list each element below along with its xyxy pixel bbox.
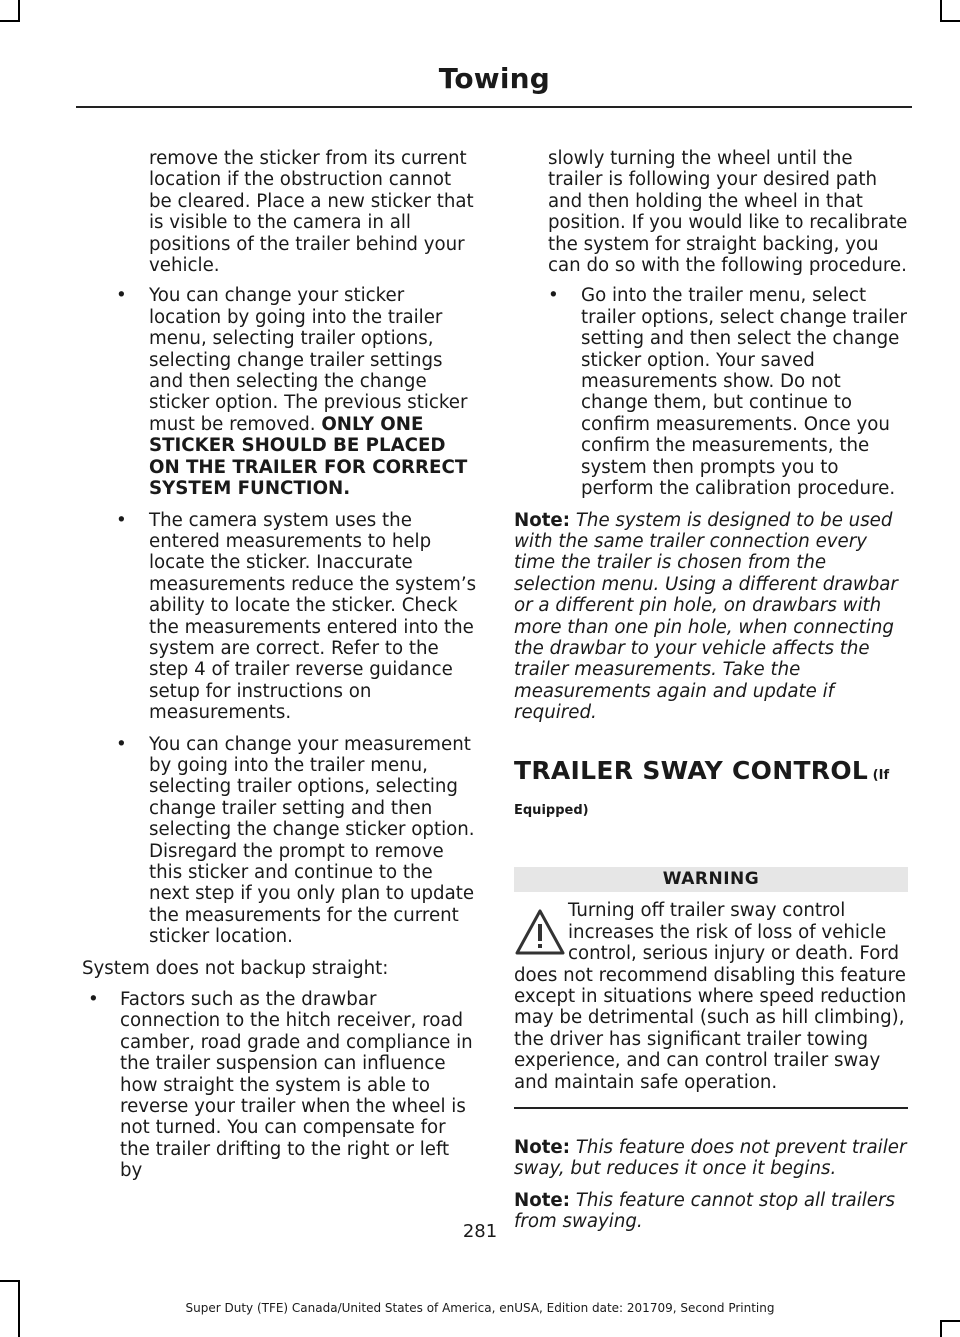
note-label: Note: (514, 1189, 571, 1211)
section-title: TRAILER SWAY CONTROL (514, 755, 869, 785)
page-title: Towing (438, 62, 550, 95)
section-heading (514, 755, 908, 786)
crop-mark (18, 0, 20, 22)
warning-banner: WARNING (514, 867, 908, 892)
continuation-paragraph: remove the sticker from its current location if the obstruction cannot be cleared. Place a new sticker that is visible to the camera in all positions of the trailer behind your vehicle. (149, 148, 474, 277)
list-item (82, 510, 477, 724)
page-number: 281 (462, 1221, 498, 1242)
bullet: • (116, 509, 127, 531)
list-item-text: The camera system uses the entered measurements to help locate the sticker. Inaccurate measurements reduce the system’s ability to locate the sticker. Check the measurements entered into the system are correct. Refer to the step 4 of trailer reverse guidance setup for instructions on measurements. (149, 509, 477, 724)
warning-divider (514, 1107, 908, 1109)
list-item (82, 989, 477, 1182)
emphasis-text: ONLY ONE STICKER SHOULD BE PLACED ON THE TRAILER FOR CORRECT SYSTEM FUNCTION. (149, 413, 468, 500)
list-item (82, 285, 477, 499)
issue-heading: System does not backup straight: (82, 957, 389, 979)
note (514, 1137, 908, 1180)
crop-mark (940, 1320, 960, 1322)
note-text: This feature cannot stop all trailers from swaying. (514, 1189, 895, 1233)
list-item-text: Factors such as the drawbar connection to the hitch receiver, road camber, road grade and compliance in the trailer suspension can influence how straight the system is able to reverse your trailer when the wheel is not turned. You can compensate for the trailer drifting to the right or left by (120, 989, 473, 1182)
section-suffix: (If (868, 767, 890, 783)
left-column (82, 148, 477, 1192)
crop-mark (940, 20, 960, 22)
list-item (82, 734, 477, 948)
sub-bullet-list (82, 285, 477, 947)
note-text: This feature does not prevent trailer sway, but reduces it once it begins. (514, 1137, 907, 1180)
list-item (514, 285, 908, 499)
note-label: Note: (514, 509, 571, 531)
crop-mark (940, 0, 942, 22)
list-item-text: You can change your measurement by going into the trailer menu, selecting trailer options, selecting change trailer setting and then selecting the change sticker option. Disregard the prompt to remove this sticker and continue to the next step if you only plan to update the measurements for the current sticker location. (149, 733, 475, 948)
bullet: • (116, 733, 127, 755)
note-label: Note: (514, 1137, 571, 1159)
bullet: • (116, 285, 127, 307)
section-suffix-continued: Equipped) (514, 802, 589, 818)
list-item-text: Go into the trailer menu, select trailer options, select change trailer setting and then select the change sticker option. Your saved measurements show. Do not change them, but continue to confirm measurements. Once you confirm the measurements, the system then prompts you to perform the calibration procedure. (581, 285, 907, 500)
bullet-list (82, 989, 477, 1182)
warning-triangle-icon (514, 908, 566, 956)
right-column (514, 148, 908, 1242)
crop-mark (0, 1280, 20, 1282)
crop-mark (940, 1320, 942, 1337)
continuation-paragraph: slowly turning the wheel until the trailer is following your desired path and then holding the wheel in that position. If you would like to recalibrate the system for straight backing, you can do so with the following procedure. (548, 148, 908, 277)
footer-edition-info: Super Duty (TFE) Canada/United States of America, enUSA, Edition date: 201709, Second Printing (185, 1301, 775, 1315)
bullet: • (88, 989, 99, 1011)
note (514, 510, 908, 724)
header-divider (76, 106, 912, 108)
bullet: • (548, 285, 559, 307)
list-item-text: You can change your sticker location by going into the trailer menu, selecting trailer options, selecting change trailer settings and then selecting the change sticker option. The previous sticker must be removed. (149, 285, 468, 435)
warning-text: Turning off trailer sway control increases the risk of loss of vehicle control, serious injury or death. Ford does not recommend disabling this feature except in situations where speed reduction may be detrimental (such as hill climbing), the driver has significant trailer towing experience, and can control trailer sway and maintain safe operation. (514, 900, 907, 1093)
note-text: The system is designed to be used with the same trailer connection every time the trailer is chosen from the selection menu. Using a different drawbar or a different pin hole, on drawbars with more than one pin hole, when connecting the drawbar to your vehicle affects the trailer measurements. Take the measurements again and update if required. (514, 509, 898, 724)
crop-mark (0, 20, 20, 22)
warning-body (514, 900, 908, 1093)
sub-bullet-list (514, 285, 908, 499)
